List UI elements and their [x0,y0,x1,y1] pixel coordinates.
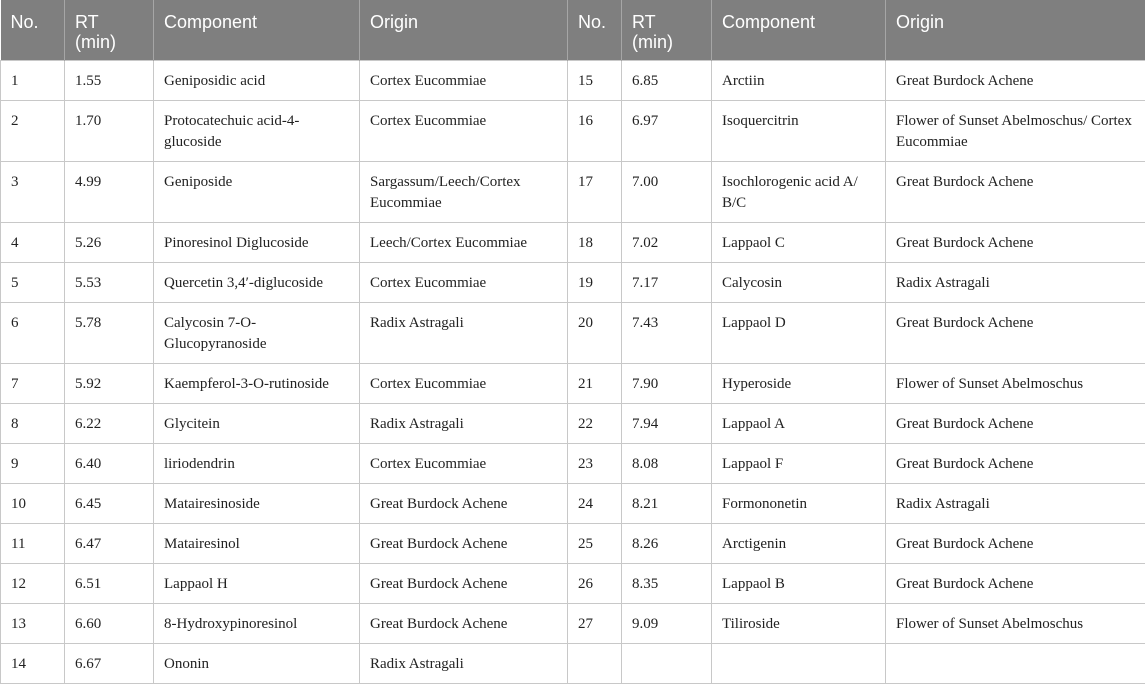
cell-origin-2: Great Burdock Achene [886,523,1145,563]
cell-no-2: 18 [568,222,622,262]
cell-rt: 5.92 [65,363,154,403]
cell-rt: 5.26 [65,222,154,262]
cell-rt-2: 7.17 [622,262,712,302]
table-row [1,302,1145,363]
cell-rt-2: 7.02 [622,222,712,262]
cell-origin-2: Radix Astragali [886,483,1145,523]
cell-no-2 [568,643,622,683]
cell-component-2: Arctiin [712,60,886,100]
cell-origin: Great Burdock Achene [360,603,568,643]
cell-origin: Radix Astragali [360,643,568,683]
cell-no-2: 20 [568,302,622,363]
cell-component-2: Lappaol D [712,302,886,363]
cell-rt-2: 7.94 [622,403,712,443]
table-row [1,483,1145,523]
cell-component: Kaempferol-3-O-rutinoside [154,363,360,403]
cell-origin: Leech/Cortex Eucommiae [360,222,568,262]
cell-rt: 6.22 [65,403,154,443]
cell-component-2: Formononetin [712,483,886,523]
cell-origin: Cortex Eucommiae [360,100,568,161]
cell-no: 1 [1,60,65,100]
cell-no: 11 [1,523,65,563]
cell-component-2: Isoquercitrin [712,100,886,161]
cell-component: Geniposidic acid [154,60,360,100]
cell-rt: 6.60 [65,603,154,643]
table-row [1,222,1145,262]
cell-no: 12 [1,563,65,603]
cell-component: Ononin [154,643,360,683]
cell-component: Lappaol H [154,563,360,603]
cell-no: 14 [1,643,65,683]
cell-rt-2: 8.26 [622,523,712,563]
cell-no: 9 [1,443,65,483]
cell-rt-2: 8.08 [622,443,712,483]
cell-no-2: 19 [568,262,622,302]
cell-origin-2: Flower of Sunset Abelmoschus/ Cortex Eucommiae [886,100,1145,161]
cell-no: 5 [1,262,65,302]
cell-rt: 6.47 [65,523,154,563]
table-row [1,643,1145,683]
cell-component-2: Lappaol C [712,222,886,262]
cell-origin-2: Great Burdock Achene [886,161,1145,222]
cell-no: 3 [1,161,65,222]
table-row [1,443,1145,483]
cell-rt-2: 8.21 [622,483,712,523]
header-component-2: Component [712,0,886,60]
cell-component: liriodendrin [154,443,360,483]
cell-rt-2: 7.00 [622,161,712,222]
cell-component-2: Lappaol F [712,443,886,483]
cell-component: Protocatechuic acid-4-glucoside [154,100,360,161]
cell-no: 2 [1,100,65,161]
cell-component: Glycitein [154,403,360,443]
cell-origin: Cortex Eucommiae [360,363,568,403]
cell-origin-2: Flower of Sunset Abelmoschus [886,603,1145,643]
header-origin: Origin [360,0,568,60]
table-row [1,563,1145,603]
table-row [1,100,1145,161]
cell-origin-2: Radix Astragali [886,262,1145,302]
cell-component-2: Tiliroside [712,603,886,643]
cell-origin-2: Great Burdock Achene [886,403,1145,443]
cell-no-2: 24 [568,483,622,523]
cell-rt: 5.78 [65,302,154,363]
cell-component-2: Lappaol A [712,403,886,443]
cell-rt: 1.70 [65,100,154,161]
cell-rt-2: 6.85 [622,60,712,100]
cell-origin-2: Great Burdock Achene [886,563,1145,603]
cell-rt-2: 6.97 [622,100,712,161]
table-row [1,363,1145,403]
cell-origin-2: Great Burdock Achene [886,222,1145,262]
cell-component-2: Hyperoside [712,363,886,403]
cell-rt: 6.67 [65,643,154,683]
header-rt-2: RT (min) [622,0,712,60]
header-component: Component [154,0,360,60]
cell-rt: 4.99 [65,161,154,222]
header-no-2: No. [568,0,622,60]
table-row [1,603,1145,643]
table-row [1,161,1145,222]
cell-origin: Radix Astragali [360,403,568,443]
header-rt: RT (min) [65,0,154,60]
table-row [1,262,1145,302]
header-no: No. [1,0,65,60]
cell-no-2: 25 [568,523,622,563]
cell-no-2: 15 [568,60,622,100]
cell-origin: Radix Astragali [360,302,568,363]
cell-origin-2: Great Burdock Achene [886,302,1145,363]
cell-component-2: Isochlorogenic acid A/ B/C [712,161,886,222]
cell-component-2: Lappaol B [712,563,886,603]
cell-no: 8 [1,403,65,443]
cell-no-2: 23 [568,443,622,483]
cell-component-2 [712,643,886,683]
cell-origin: Sargassum/Leech/Cortex Eucommiae [360,161,568,222]
cell-component: Matairesinol [154,523,360,563]
cell-no: 7 [1,363,65,403]
cell-component: Quercetin 3,4′-diglucoside [154,262,360,302]
cell-origin: Great Burdock Achene [360,523,568,563]
cell-component-2: Calycosin [712,262,886,302]
cell-rt-2: 8.35 [622,563,712,603]
cell-rt-2: 7.90 [622,363,712,403]
cell-no-2: 17 [568,161,622,222]
cell-no: 6 [1,302,65,363]
cell-component: Geniposide [154,161,360,222]
cell-no: 10 [1,483,65,523]
cell-component: Matairesinoside [154,483,360,523]
cell-no-2: 21 [568,363,622,403]
cell-no-2: 22 [568,403,622,443]
cell-origin: Great Burdock Achene [360,563,568,603]
cell-rt: 6.45 [65,483,154,523]
cell-rt-2 [622,643,712,683]
cell-origin-2: Great Burdock Achene [886,60,1145,100]
cell-rt: 6.40 [65,443,154,483]
header-origin-2: Origin [886,0,1145,60]
table-row [1,523,1145,563]
cell-no: 4 [1,222,65,262]
cell-rt-2: 9.09 [622,603,712,643]
cell-origin: Cortex Eucommiae [360,443,568,483]
cell-component-2: Arctigenin [712,523,886,563]
table-row [1,60,1145,100]
cell-no: 13 [1,603,65,643]
cell-no-2: 16 [568,100,622,161]
cell-origin-2: Flower of Sunset Abelmoschus [886,363,1145,403]
cell-no-2: 26 [568,563,622,603]
cell-no-2: 27 [568,603,622,643]
cell-origin: Cortex Eucommiae [360,262,568,302]
cell-rt: 6.51 [65,563,154,603]
cell-component: Pinoresinol Diglucoside [154,222,360,262]
cell-origin: Cortex Eucommiae [360,60,568,100]
header-row [1,0,1145,60]
table-row [1,403,1145,443]
cell-rt: 5.53 [65,262,154,302]
cell-origin-2: Great Burdock Achene [886,443,1145,483]
cell-origin: Great Burdock Achene [360,483,568,523]
cell-rt-2: 7.43 [622,302,712,363]
cell-component: Calycosin 7-O-Glucopyranoside [154,302,360,363]
cell-origin-2 [886,643,1145,683]
cell-component: 8-Hydroxypinoresinol [154,603,360,643]
cell-rt: 1.55 [65,60,154,100]
